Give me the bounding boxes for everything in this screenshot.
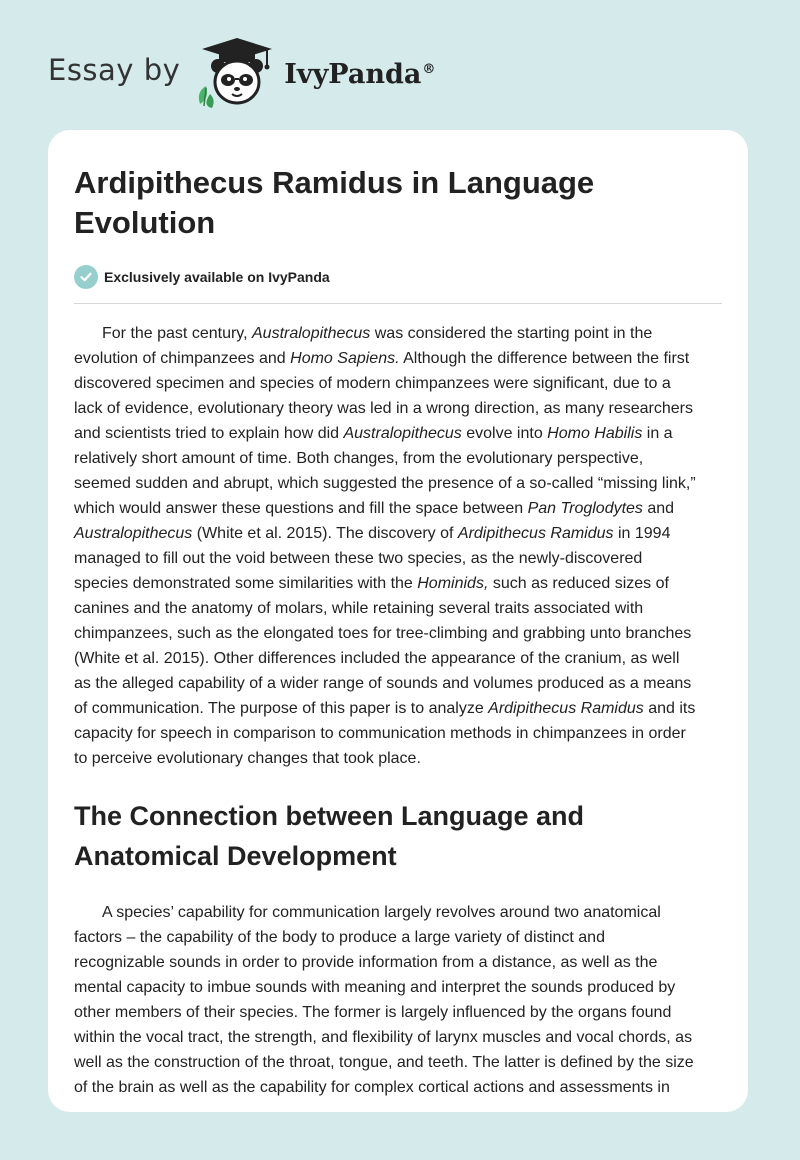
divider bbox=[74, 303, 722, 304]
italic-term: Homo Sapiens. bbox=[290, 350, 400, 367]
article-title bbox=[74, 163, 722, 243]
ivypanda-logo-icon[interactable] bbox=[192, 36, 282, 108]
heading-line: Anatomical Development bbox=[74, 841, 397, 871]
tagline: Essay by bbox=[48, 53, 181, 87]
italic-term: Australopithecus bbox=[252, 325, 371, 342]
italic-term: Australopithecus bbox=[343, 425, 462, 442]
italic-term: Ardipithecus Ramidus bbox=[457, 525, 614, 542]
brand-name[interactable]: IvyPanda® bbox=[284, 58, 436, 90]
title-line: Ardipithecus Ramidus in Language bbox=[74, 165, 595, 200]
section-heading bbox=[74, 796, 722, 876]
italic-term: Australopithecus bbox=[74, 525, 193, 542]
italic-term: Ardipithecus Ramidus bbox=[488, 700, 644, 717]
italic-term: Pan Troglodytes bbox=[527, 500, 643, 517]
italic-term: Hominids, bbox=[417, 575, 489, 592]
body-paragraph-2: A species’ capability for communication largely revolves around two anatomical factors – the capability of the body to produce a large variety of distinct and recognizable sounds in order to provide information from a distance, as well as the mental capacity to imbue sounds with meaning and interpret the sounds produced by other members of their species. The former is largely influenced by the organs found within the vocal tract, the strength, and flexibility of larynx muscles and vocal chords, as well as the construction of the throat, tongue, and teeth. The latter is defined by the size of the brain as well as the capability for complex cortical actions and assessments in bbox=[74, 904, 694, 1096]
exclusive-label: Exclusively available on IvyPanda bbox=[104, 269, 330, 285]
title-line: Evolution bbox=[74, 205, 216, 240]
check-icon bbox=[74, 265, 98, 289]
exclusive-badge bbox=[74, 265, 722, 289]
italic-term: Homo Habilis bbox=[547, 425, 643, 442]
article-card bbox=[48, 130, 748, 1112]
site-header bbox=[48, 36, 548, 108]
body-paragraph-1: For the past century, Australopithecus was considered the starting point in the evolution of chimpanzees and Homo Sapiens. Although the difference between the first discovered specimen and species of modern chimpanzees were significant, due to a lack of evidence, evolutionary theory was led in a wrong direction, as many researchers and scientists tried to explain how did Australopithecus evolve into Homo Habilis in a relatively short amount of time. Both changes, from the evolutionary perspective, seemed sudden and abrupt, which suggested the presence of a so-called “missing link,” which would answer these questions and fill the space between Pan Troglodytes and Australopithecus (White et al. 2015). The discovery of Ardipithecus Ramidus in 1994 managed to fill out the void between these two species, as the newly-discovered species demonstrated some similarities with the Hominids, such as reduced sizes of canines and the anatomy of molars, while retaining several traits associated with chimpanzees, such as the elongated toes for tree-climbing and grabbing unto branches (White et al. 2015). Other differences included the appearance of the cranium, as well as the alleged capability of a wider range of sounds and volumes produced as a means of communication. The purpose of this paper is to analyze Ardipithecus Ramidus and its capacity for speech in comparison to communication methods in chimpanzees in order to perceive evolutionary changes that took place. bbox=[74, 325, 696, 767]
heading-line: The Connection between Language and bbox=[74, 801, 585, 831]
